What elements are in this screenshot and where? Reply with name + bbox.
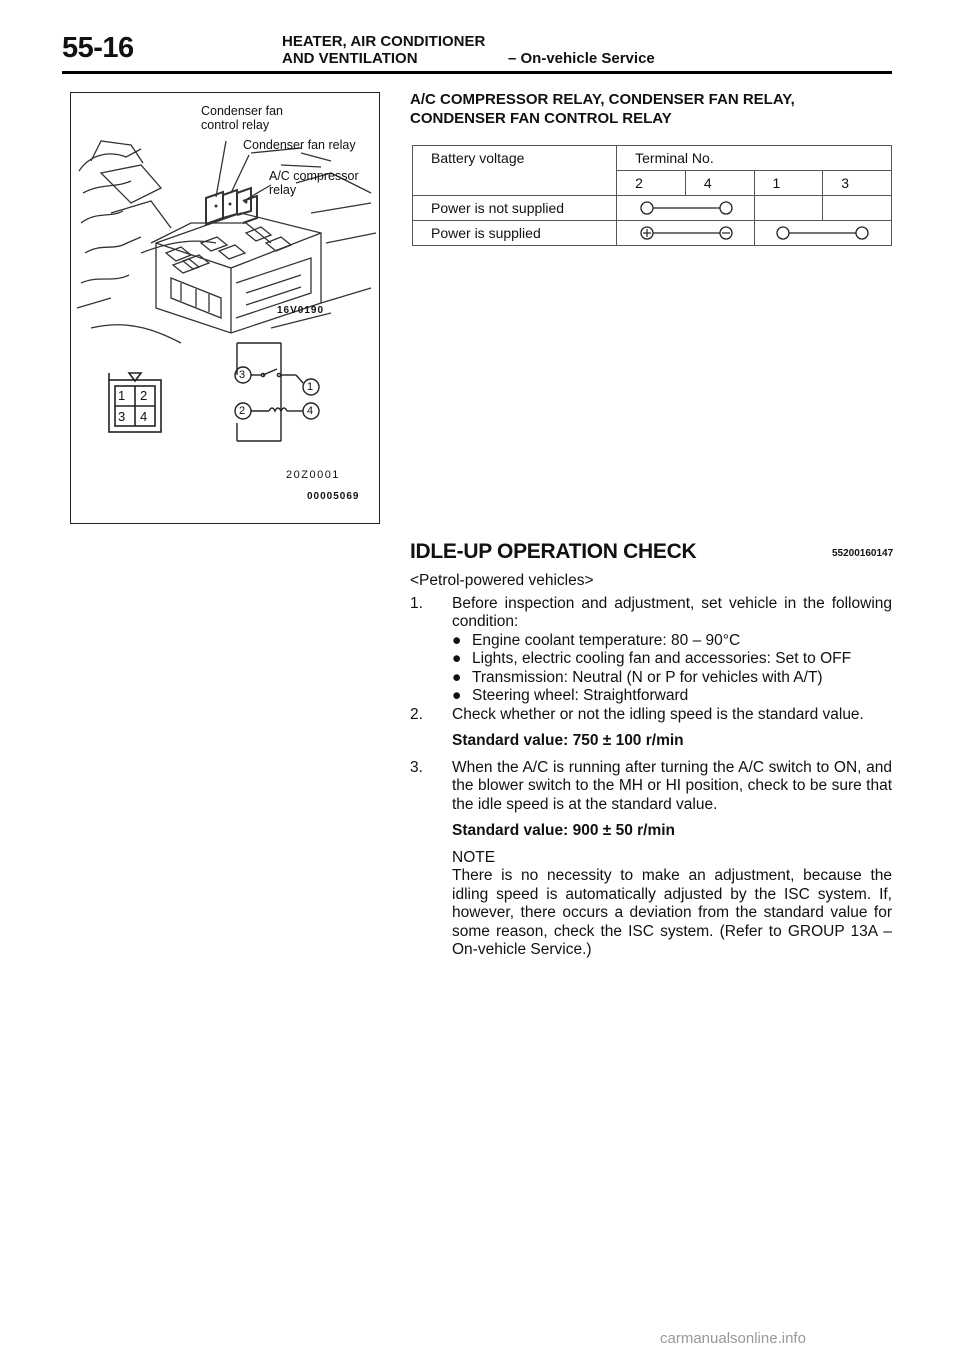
circuit-code: 20Z0001 xyxy=(286,469,340,481)
terminal-3: 3 xyxy=(823,171,892,196)
standard-value-2: Standard value: 900 ± 50 r/min xyxy=(452,822,676,839)
terminal-2: 2 xyxy=(617,171,686,196)
table-row xyxy=(413,196,892,221)
connector-pin-2: 2 xyxy=(140,388,148,403)
page-number: 55-16 xyxy=(62,32,134,64)
circuit-pin-4: 4 xyxy=(307,405,314,417)
circuit-pin-1: 1 xyxy=(307,381,314,393)
relay-location-figure xyxy=(70,92,380,524)
section-code: 55200160147 xyxy=(832,548,894,559)
idle-section-body xyxy=(410,572,892,960)
relay-continuity-table xyxy=(412,145,892,246)
header-title-line1: HEATER, AIR CONDITIONER xyxy=(282,33,486,50)
table-row xyxy=(413,221,892,246)
list-item: ● Transmission: Neutral (N or P for vehicles with A/T) xyxy=(452,668,823,686)
label-ac-compressor-relay: A/C compressor relay xyxy=(269,169,359,197)
photo-code: 16V0190 xyxy=(277,305,325,316)
header-rule xyxy=(62,71,892,74)
table-header-battery-voltage: Battery voltage xyxy=(413,146,617,196)
table-header-terminal-no: Terminal No. xyxy=(617,146,892,171)
label-condenser-fan-relay: Condenser fan relay xyxy=(243,138,356,152)
watermark: carmanualsonline.info xyxy=(660,1330,806,1347)
list-item: 2. Check whether or not the idling speed is the standard value. xyxy=(410,705,864,723)
connector-pin-4: 4 xyxy=(140,409,148,424)
label-condenser-fan-control-relay: Condenser fan control relay xyxy=(201,104,284,132)
connector-pin-3: 3 xyxy=(118,409,126,424)
circuit-pin-3: 3 xyxy=(239,369,246,381)
terminal-4: 4 xyxy=(685,171,754,196)
continuity-symbol xyxy=(617,196,751,220)
list-item: 1. Before inspection and adjustment, set vehicle in the following condition: xyxy=(410,594,892,630)
list-item: ● Steering wheel: Straightforward xyxy=(452,687,689,704)
figure-code: 00005069 xyxy=(307,491,360,502)
circuit-pin-2: 2 xyxy=(239,405,246,417)
row-power-supplied: Power is supplied xyxy=(413,221,617,246)
relay-section-heading: A/C COMPRESSOR RELAY, CONDENSER FAN RELAY, CONDENSER FAN CONTROL RELAY xyxy=(410,91,795,127)
note-label: NOTE xyxy=(452,848,496,866)
list-item: ● Engine coolant temperature: 80 – 90°C xyxy=(452,631,741,649)
engine-bay-illustration xyxy=(71,93,379,523)
standard-value-1: Standard value: 750 ± 100 r/min xyxy=(452,732,684,749)
row-power-not-supplied: Power is not supplied xyxy=(413,196,617,221)
battery-connection-symbol xyxy=(617,221,751,245)
continuity-symbol xyxy=(755,221,889,245)
bullet-icon: ● xyxy=(452,687,462,704)
terminal-1: 1 xyxy=(754,171,823,196)
list-item: ● Lights, electric cooling fan and accessories: Set to OFF xyxy=(452,650,852,667)
note-text: There is no necessity to make an adjustment, because the idling speed is automatically adjusted by the ISC system. If, however, there occurs a deviation from the standard value for some reason, check the ISC system. (Refer to GROUP 13A – On-vehicle Service.) xyxy=(452,867,892,958)
idle-section-heading: IDLE-UP OPERATION CHECK xyxy=(410,540,697,563)
connector-pin-1: 1 xyxy=(118,388,126,403)
bullet-icon: ● xyxy=(452,668,462,686)
subheading: <Petrol-powered vehicles> xyxy=(410,572,594,589)
bullet-icon: ● xyxy=(452,650,462,667)
list-item: 3. When the A/C is running after turning the A/C switch to ON, and the blower switch to the MH or HI position, check to be sure that the idle speed is at the standard value. xyxy=(410,758,892,813)
bullet-icon: ● xyxy=(452,631,462,649)
header-title-line2: AND VENTILATION xyxy=(282,50,418,67)
header-subtitle: – On-vehicle Service xyxy=(508,50,655,67)
